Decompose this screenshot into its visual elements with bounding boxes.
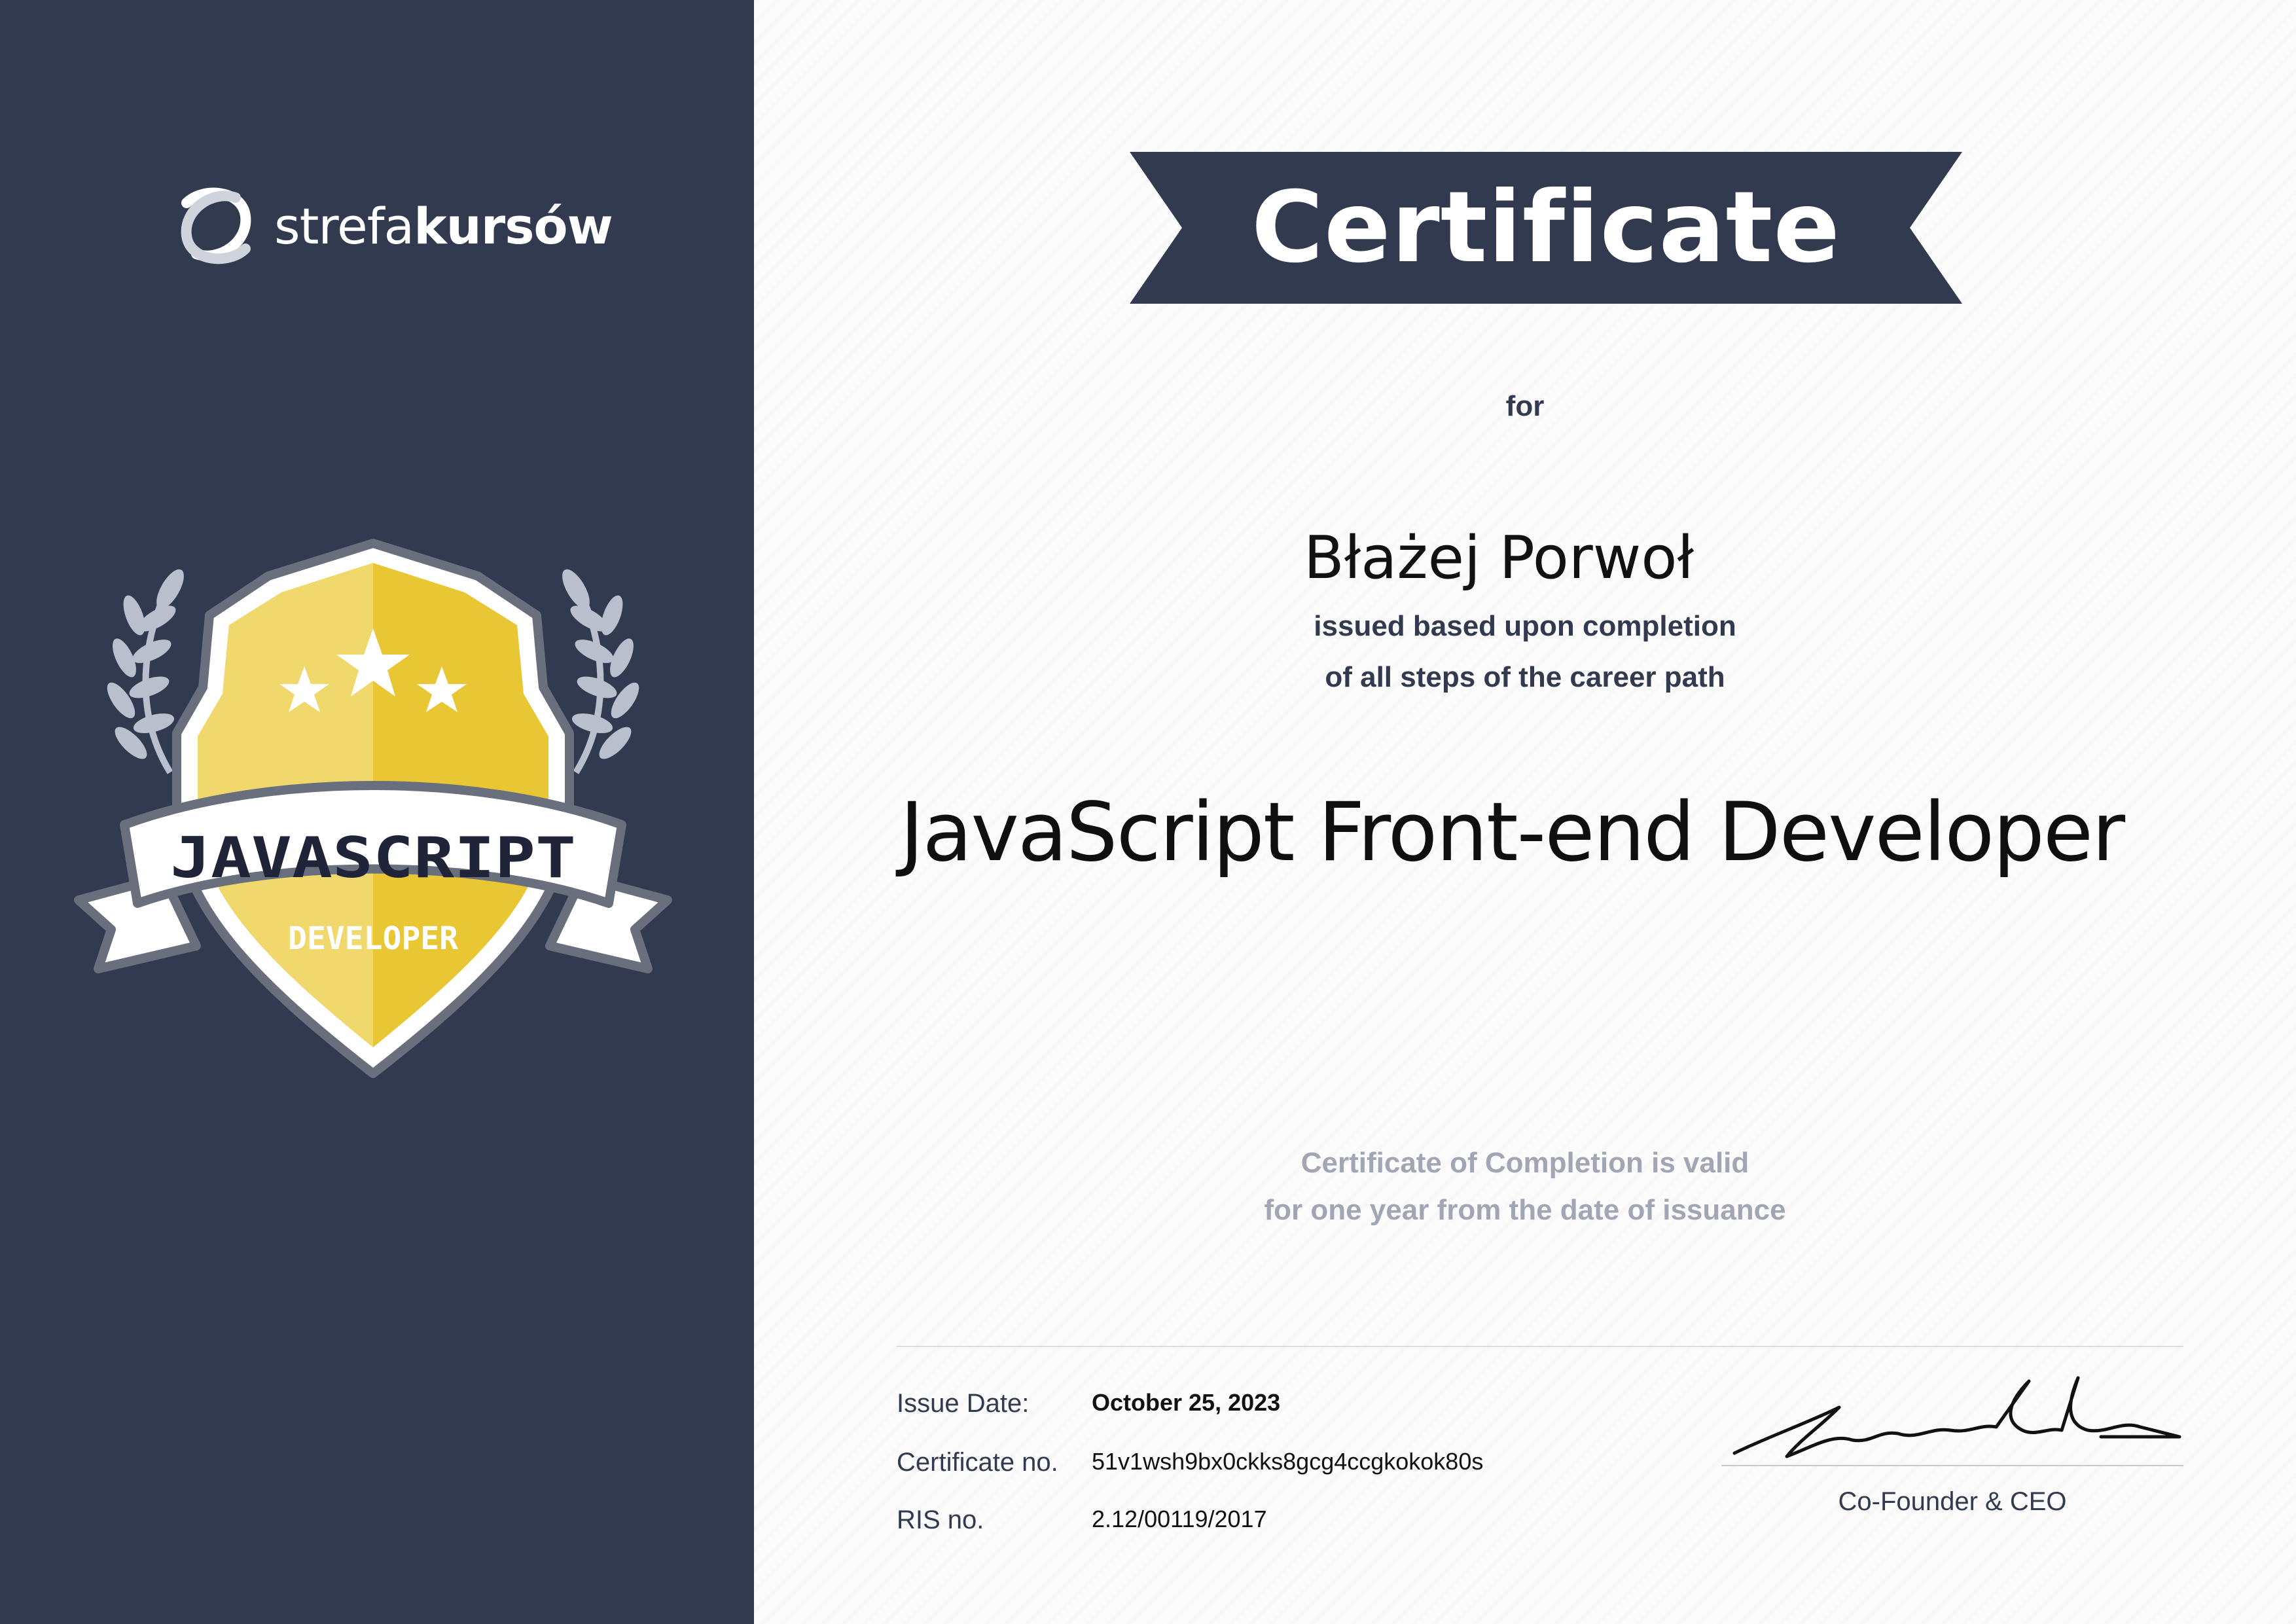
for-label: for <box>1505 390 1545 422</box>
signature-icon <box>1721 1368 2183 1466</box>
certificate-title: Certificate <box>1251 171 1841 285</box>
brand-name <box>274 197 613 255</box>
issue-date-value: October 25, 2023 <box>1092 1389 1281 1416</box>
issued-line-2: of all steps of the career path <box>1325 661 1725 693</box>
brand-logo <box>173 183 613 268</box>
signatory-title: Co-Founder & CEO <box>1838 1487 2067 1516</box>
issued-line-1: issued based upon completion <box>1314 610 1736 642</box>
ris-no-value: 2.12/00119/2017 <box>1092 1506 1267 1532</box>
issue-date-label: Issue Date: <box>897 1389 1030 1418</box>
validity-line-1: Certificate of Completion is valid <box>1300 1147 1749 1179</box>
ris-no-label: RIS no. <box>897 1506 984 1534</box>
signature-line <box>1721 1465 2183 1466</box>
strefakursow-logo-icon <box>173 183 259 268</box>
career-path-title: JavaScript Front-end Developer <box>899 785 2125 880</box>
badge-title: JAVASCRIPT <box>170 825 576 891</box>
badge-subtitle: DEVELOPER <box>287 920 459 957</box>
sidebar <box>0 0 754 1624</box>
certificate-no-label: Certificate no. <box>897 1448 1058 1477</box>
details-divider <box>897 1346 2183 1347</box>
brand-name-bold: kursów <box>414 196 613 255</box>
recipient-name: Błażej Porwoł <box>1303 524 1695 592</box>
javascript-developer-badge <box>72 537 674 1087</box>
brand-name-light: strefa <box>274 196 414 255</box>
certificate-body <box>754 0 2296 1624</box>
certificate-no-value: 51v1wsh9bx0ckks8gcg4ccgkokok80s <box>1092 1448 1484 1475</box>
validity-line-2: for one year from the date of issuance <box>1264 1194 1786 1226</box>
